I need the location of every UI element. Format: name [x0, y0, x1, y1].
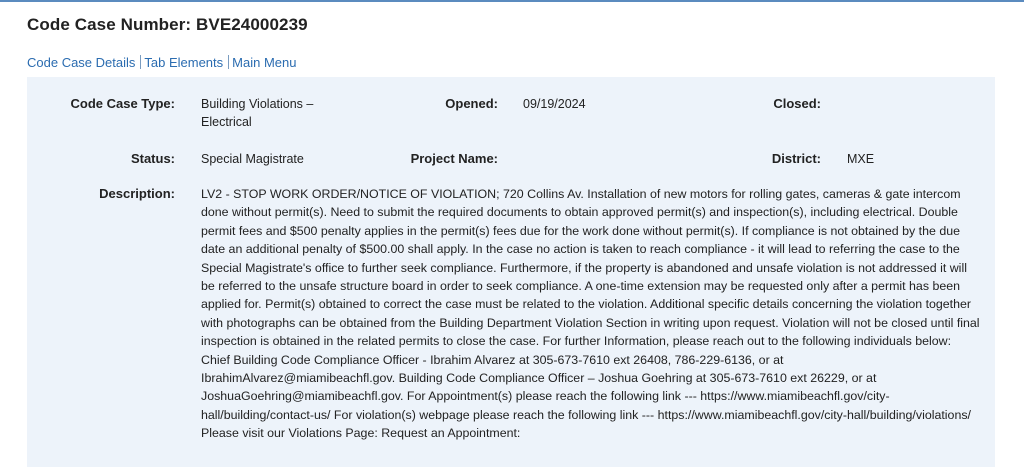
- project-name-label: Project Name:: [410, 151, 498, 166]
- case-details-panel: [27, 77, 995, 467]
- case-nav: [27, 55, 296, 70]
- opened-value: 09/19/2024: [523, 97, 586, 111]
- district-label: District:: [771, 151, 821, 166]
- code-case-type-value: Building Violations – Electrical: [201, 97, 314, 129]
- page-title: Code Case Number: BVE24000239: [27, 15, 308, 34]
- opened-label: Opened:: [445, 96, 498, 111]
- description-value: LV2 - STOP WORK ORDER/NOTICE OF VIOLATION; 720 Collins Av. Installation of new motors for rolling gates, cameras & gate intercom done without permit(s). Need to submit the required documents to obtain approved permit(s) and inspection(s), including electrical. Double permit fees and $500 penalty applies in the permit(s) fees due for the work done without permit(s). If compliance is not obtained by the due date an additional penalty of $500.00 shall apply. In the case no action is taken to reach compliance - it will lead to referring the case to the Special Magistrate's office to further seek compliance. Furthermore, if the property is abandoned and unsafe violation is not addressed it will be referred to the unsafe structure board in order to seek compliance. A one-time extension may be requested only after a permit has been applied for. Permit(s) obtained to correct the case must be related to the violation. Additional specific details concerning the violation together with photographs can be obtained from the Building Department Violation Section in writing upon request. Violation will not be closed until final inspection is obtained in the related permits to close the case. For further Information, please reach out to the following individuals below: Chief Building Code Compliance Officer - Ibrahim Alvarez at 305-673-7610 ext 26408, 786-229-6136, or at IbrahimAlvarez@miamibeachfl.gov. Building Code Compliance Officer – Joshua Goehring at 305-673-7610 ext 26229, or at JoshuaGoehring@miamibeachfl.gov. For Appointment(s) please reach the following link --- https://www.miamibeachfl.gov/city-hall/building/contact-us/ For violation(s) webpage please reach the following link --- https://www.miamibeachfl.gov/city-hall/building/violations/ Please visit our Violations Page: Request an Appointment:: [201, 187, 980, 441]
- nav-separator: [228, 55, 229, 69]
- nav-separator: [140, 55, 141, 69]
- status-value: Special Magistrate: [201, 152, 304, 166]
- top-divider: [0, 0, 1024, 2]
- nav-link-main-menu[interactable]: Main Menu: [232, 55, 297, 70]
- description-label: Description:: [99, 186, 175, 201]
- closed-label: Closed:: [773, 96, 821, 111]
- district-value: MXE: [847, 152, 875, 166]
- code-case-type-label: Code Case Type:: [70, 96, 175, 111]
- nav-link-code-case-details[interactable]: Code Case Details: [27, 55, 136, 70]
- nav-link-tab-elements[interactable]: Tab Elements: [144, 55, 224, 70]
- status-label: Status:: [130, 151, 175, 166]
